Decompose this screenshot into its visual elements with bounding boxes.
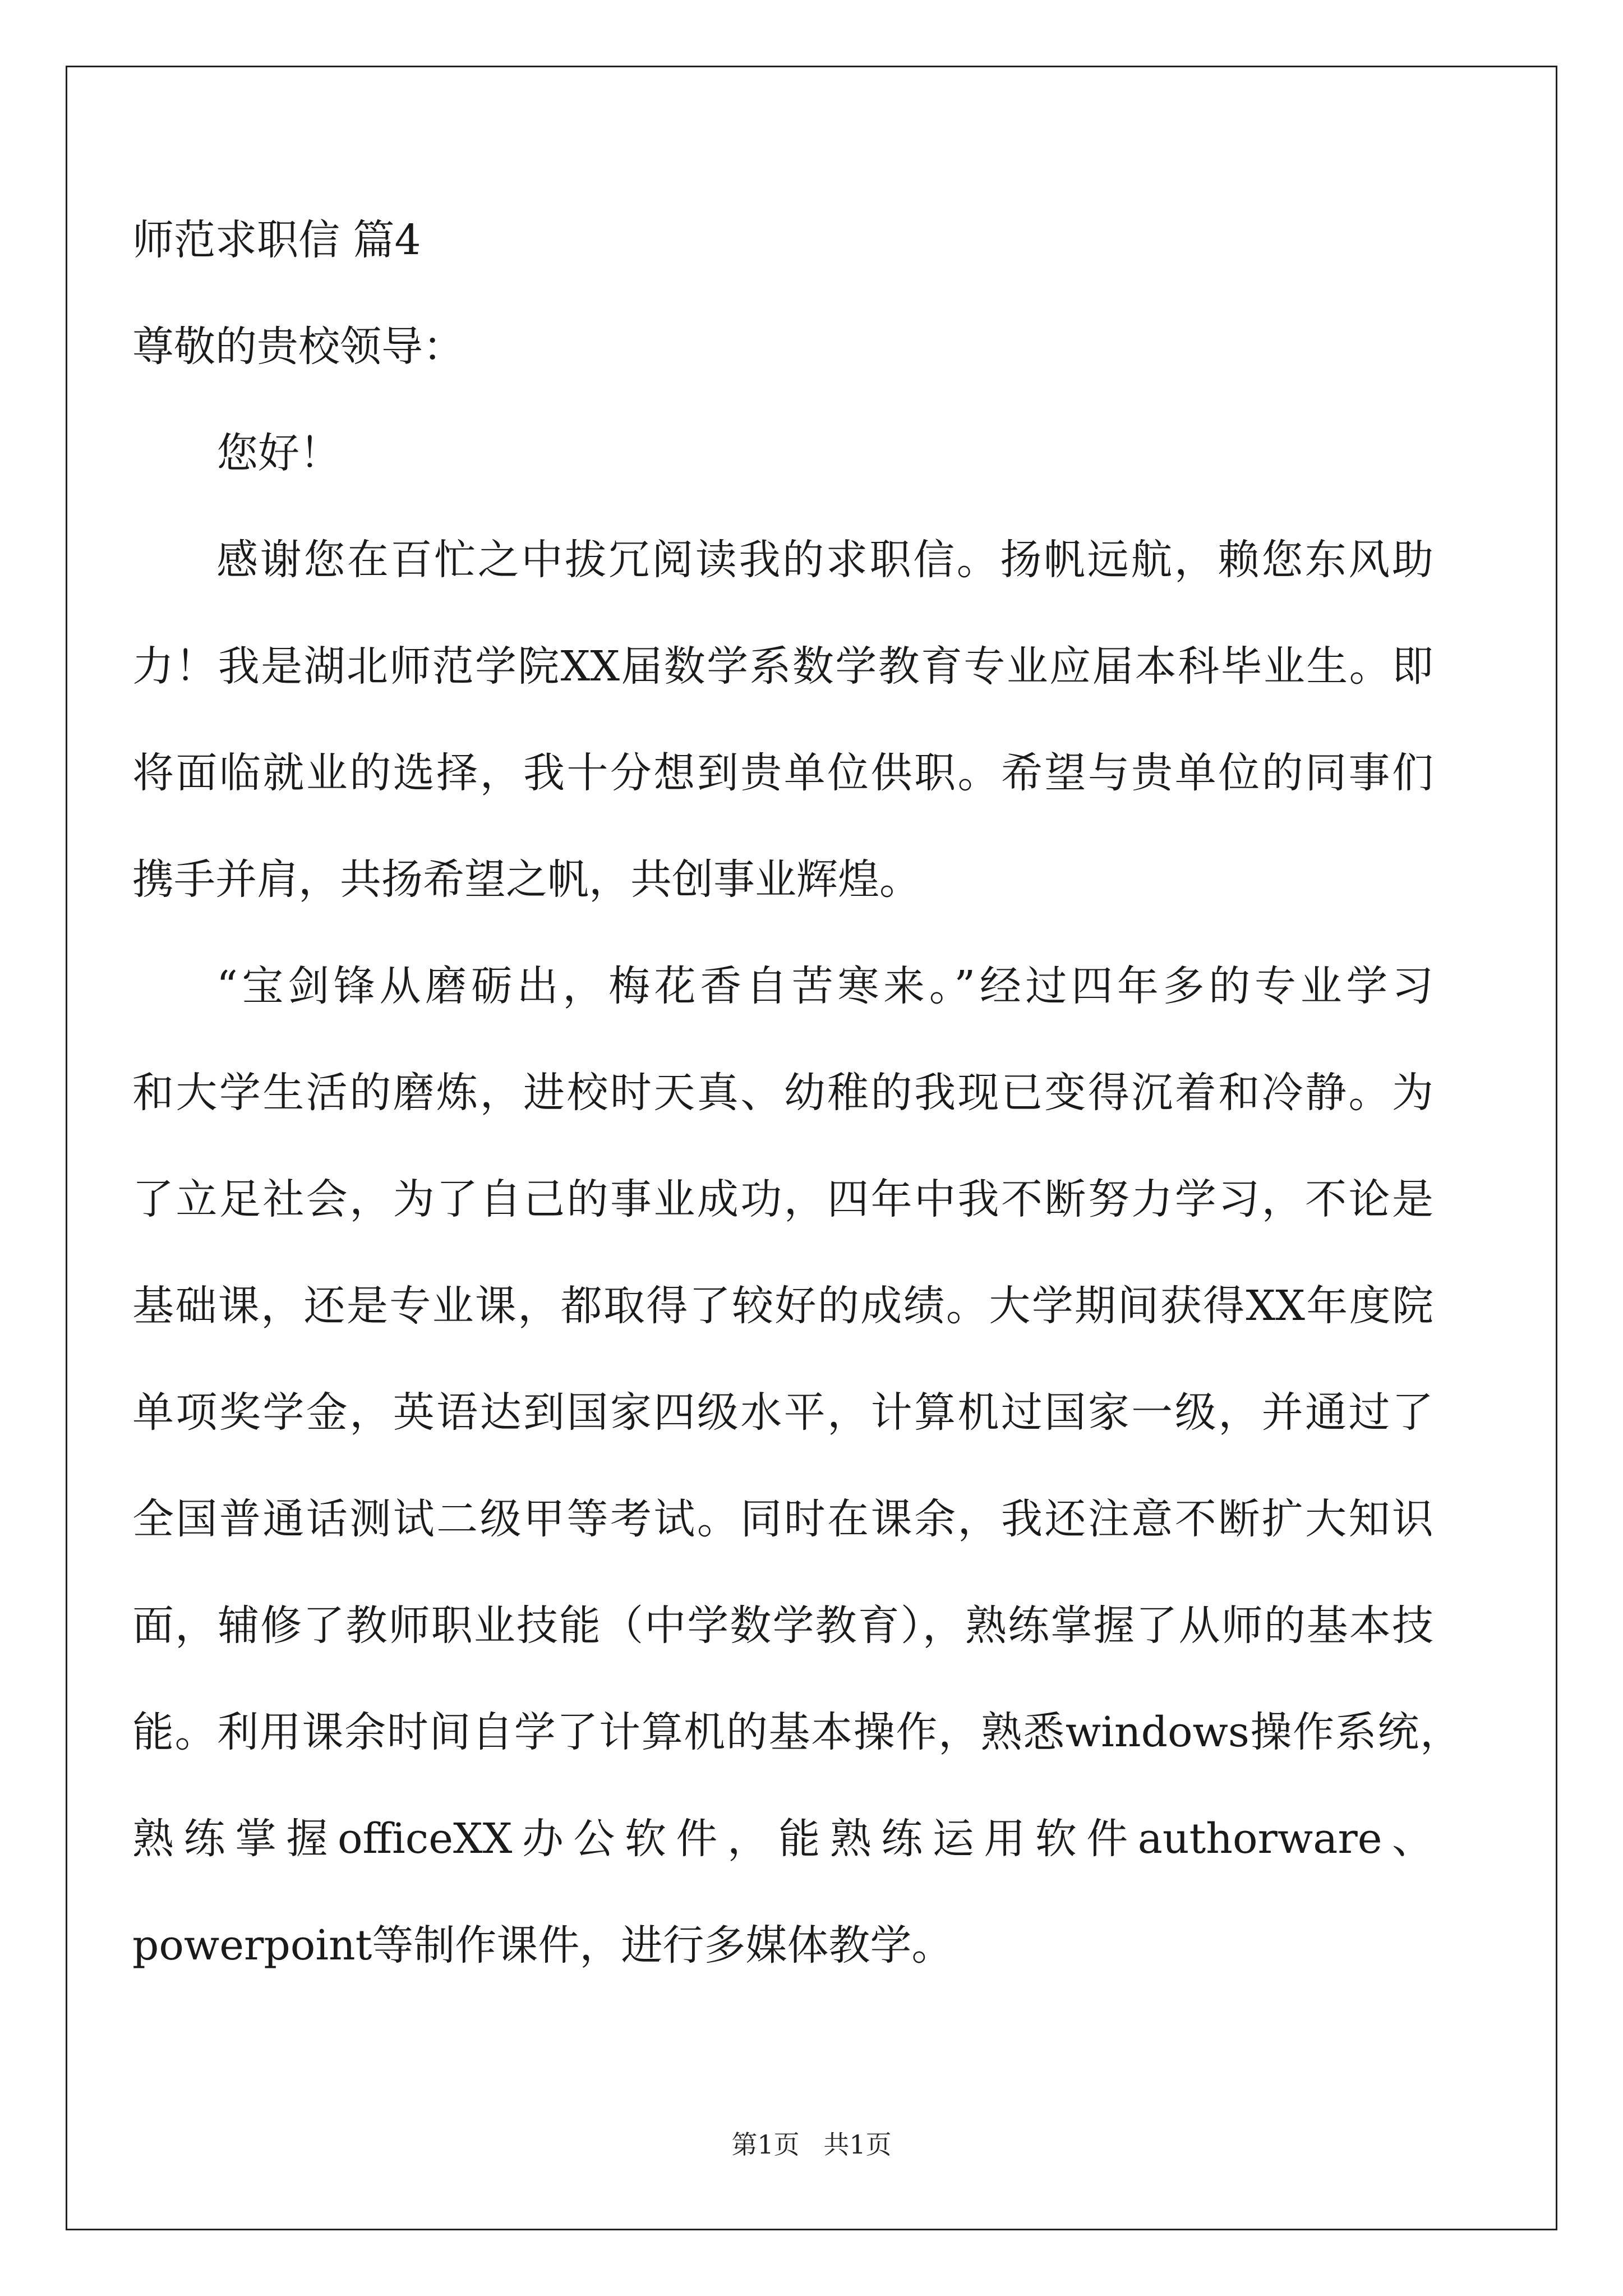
- paragraph-2-line-1: “宝剑锋从磨砺出，梅花香自苦寒来。”经过四年多的专业学习: [216, 962, 1433, 1010]
- paragraph-2-line-5: 单项奖学金，英语达到国家四级水平，计算机过国家一级，并通过了: [132, 1388, 1433, 1437]
- paragraph-2-line-2: 和大学生活的磨炼，进校时天真、幼稚的我现已变得沉着和冷静。为: [132, 1069, 1433, 1117]
- paragraph-2-line-4: 基础课，还是专业课，都取得了较好的成绩。大学期间获得XX年度院: [132, 1282, 1433, 1330]
- page-number-total: 共1页: [823, 2129, 892, 2160]
- letter-heading: 师范求职信 篇4: [132, 216, 421, 264]
- paragraph-2-line-7: 面，辅修了教师职业技能（中学数学教育），熟练掌握了从师的基本技: [132, 1602, 1433, 1650]
- page-number-current: 第1页: [731, 2129, 800, 2160]
- paragraph-2-line-6: 全国普通话测试二级甲等考试。同时在课余，我还注意不断扩大知识: [132, 1495, 1433, 1543]
- salutation: 尊敬的贵校领导：: [132, 323, 464, 371]
- paragraph-1-line-1: 感谢您在百忙之中拔冗阅读我的求职信。扬帆远航，赖您东风助: [216, 536, 1433, 584]
- page-footer: [0, 2128, 1623, 2161]
- page-border: [66, 66, 1557, 2230]
- paragraph-1-line-2: 力！我是湖北师范学院XX届数学系数学教育专业应届本科毕业生。即: [132, 642, 1433, 691]
- paragraph-2-line-8: 能。利用课余时间自学了计算机的基本操作，熟悉windows操作系统，: [132, 1708, 1461, 1756]
- greeting: 您好！: [216, 429, 341, 477]
- paragraph-2-line-10: powerpoint等制作课件，进行多媒体教学。: [132, 1921, 953, 1970]
- paragraph-1-line-3: 将面临就业的选择，我十分想到贵单位供职。希望与贵单位的同事们: [132, 749, 1433, 797]
- paragraph-1-line-4: 携手并肩，共扬希望之帆，共创事业辉煌。: [132, 855, 921, 904]
- paragraph-2-line-9: 熟练掌握officeXX办公软件，能熟练运用软件authorware、: [132, 1815, 1433, 1863]
- paragraph-2-line-3: 了立足社会，为了自己的事业成功，四年中我不断努力学习，不论是: [132, 1175, 1433, 1223]
